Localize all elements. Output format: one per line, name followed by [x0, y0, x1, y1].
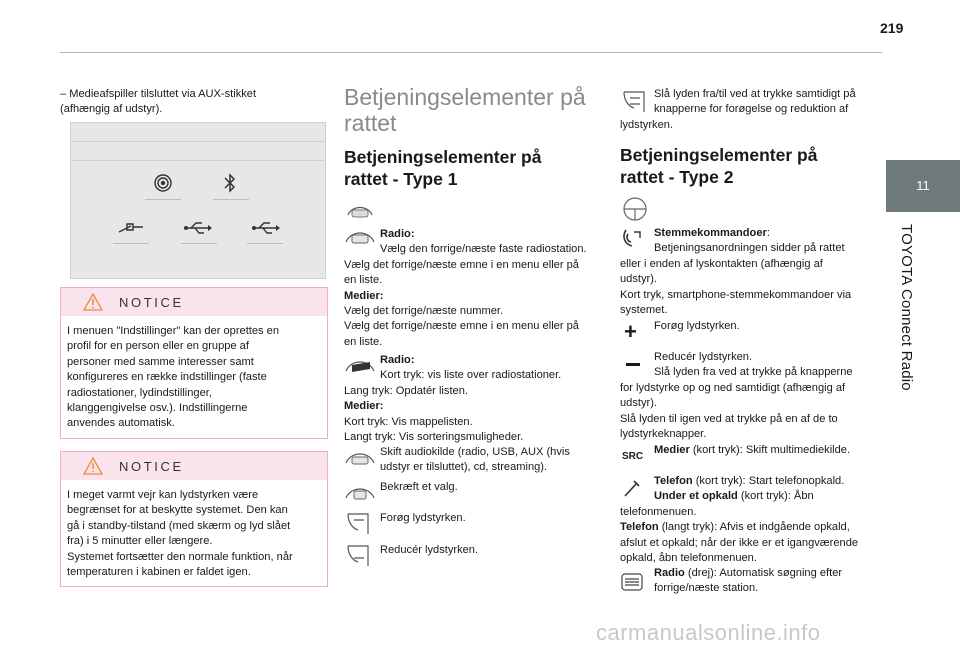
radio-rotate-text: Radio (drej): Automatisk søgning efter forrige/næste station.: [654, 567, 843, 595]
usb-panel-figure: [70, 122, 326, 279]
page-number: 219: [880, 20, 904, 36]
notice-box-profiles: [60, 287, 328, 439]
section-title: Betjeningselementer på rattet: [344, 84, 586, 136]
warning-icon: [83, 457, 103, 475]
list-text: Radio: Kort tryk: vis liste over radiostationer. Lang tryk: Opdatér listen. Medier: Kort tryk: Vis mappelisten. Langt tryk: Vis sorteringsmuligheder.: [344, 354, 562, 444]
src-text: Medier (kort tryk): Skift multimediekilde.: [654, 444, 851, 456]
notice-header: [61, 288, 327, 316]
plus-text: Forøg lydstyrken.: [654, 320, 740, 332]
header-divider: [60, 52, 882, 53]
notice-box-temperature: [60, 451, 328, 587]
notice-label: NOTICE: [119, 295, 184, 310]
telephone-text: Telefon (kort tryk): Start telefonopkald. Under et opkald (kort tryk): Åbn telefonmenuen. Telefon (langt tryk): Afvis et indgående opkald, afslut et opkald; når der ikke er et igangværende opkald, åbn telefonmenuen.: [620, 475, 859, 565]
intro-text: – Medieafspiller tilsluttet via AUX-stikket (afhængig af udstyr).: [60, 88, 257, 116]
voice-command-text: Stemmekommandoer: Betjeningsanordningen sidder på rattet eller i enden af lyskontakten (afhængig af udstyr). Kort tryk, smartphone-stemmekommandoer via systemet.: [620, 227, 852, 317]
mute-text: Slå lyden fra/til ved at trykke samtidigt på knapperne for forøgelse og reduktion af lydstyrken.: [620, 88, 856, 131]
plus-icon: +: [624, 319, 637, 344]
notice-text: I menuen "Indstillinger" kan der oprettes en profil for en person eller en gruppe af personer med samme interesser samt konfigureres en række indstillinger (faste radiostationer, lydindstillinger, klanggengivelse osv.). Indstillingerne anvendes automatisk.: [67, 325, 280, 430]
usb-icon-2: [251, 221, 281, 235]
steering-control-icon: [346, 201, 374, 221]
volume-up-text: Forøg lydstyrken.: [380, 512, 466, 524]
subsection-title-type1: Betjeningselementer på rattet - Type 1: [344, 147, 542, 189]
notice-header: [61, 452, 327, 480]
chapter-tab[interactable]: 11: [886, 160, 960, 212]
volume-down-text: Reducér lydstyrken.: [380, 544, 479, 556]
src-icon: SRC: [622, 451, 644, 462]
chapter-title: TOYOTA Connect Radio: [898, 224, 915, 391]
source-text: Skift audiokilde (radio, USB, AUX (hvis udstyr er tilsluttet), cd, streaming).: [380, 446, 570, 474]
warning-icon: [83, 293, 103, 311]
usb-icon: [183, 221, 213, 235]
subsection-title-type2: Betjeningselementer på rattet - Type 2: [620, 145, 818, 187]
wireless-icon: [153, 173, 173, 193]
footer-watermark: carmanualsonline.info: [596, 620, 821, 645]
aux-icon: [117, 221, 145, 235]
steering-wheel-icon: [620, 196, 650, 222]
bluetooth-icon: [223, 173, 237, 193]
confirm-text: Bekræft et valg.: [380, 481, 458, 493]
minus-text: Reducér lydstyrken. Slå lyden fra ved at trykke på knapperne for lydstyrke op og ned samtidigt (afhængig af udstyr). Slå lyden til igen ved at trykke på en af de to lydstyrkeknapper.: [620, 351, 853, 441]
notice-text: I meget varmt vejr kan lydstyrken være begrænset for at beskytte systemet. Den kan gå i standby-tilstand (med skærm og lyd slået fra) i 5 minutter eller længere. Systemet fortsætter den normale funktion, når temperaturen i kabinen er faldet igen.: [67, 489, 293, 579]
radio-media-seek-text: Radio: Vælg den forrige/næste faste radiostation. Vælg det forrige/næste emne i en menu eller på en liste. Medier: Vælg det forrige/næste nummer. Vælg det forrige/næste emne i en menu eller på en liste.: [344, 228, 587, 348]
notice-label: NOTICE: [119, 459, 184, 474]
